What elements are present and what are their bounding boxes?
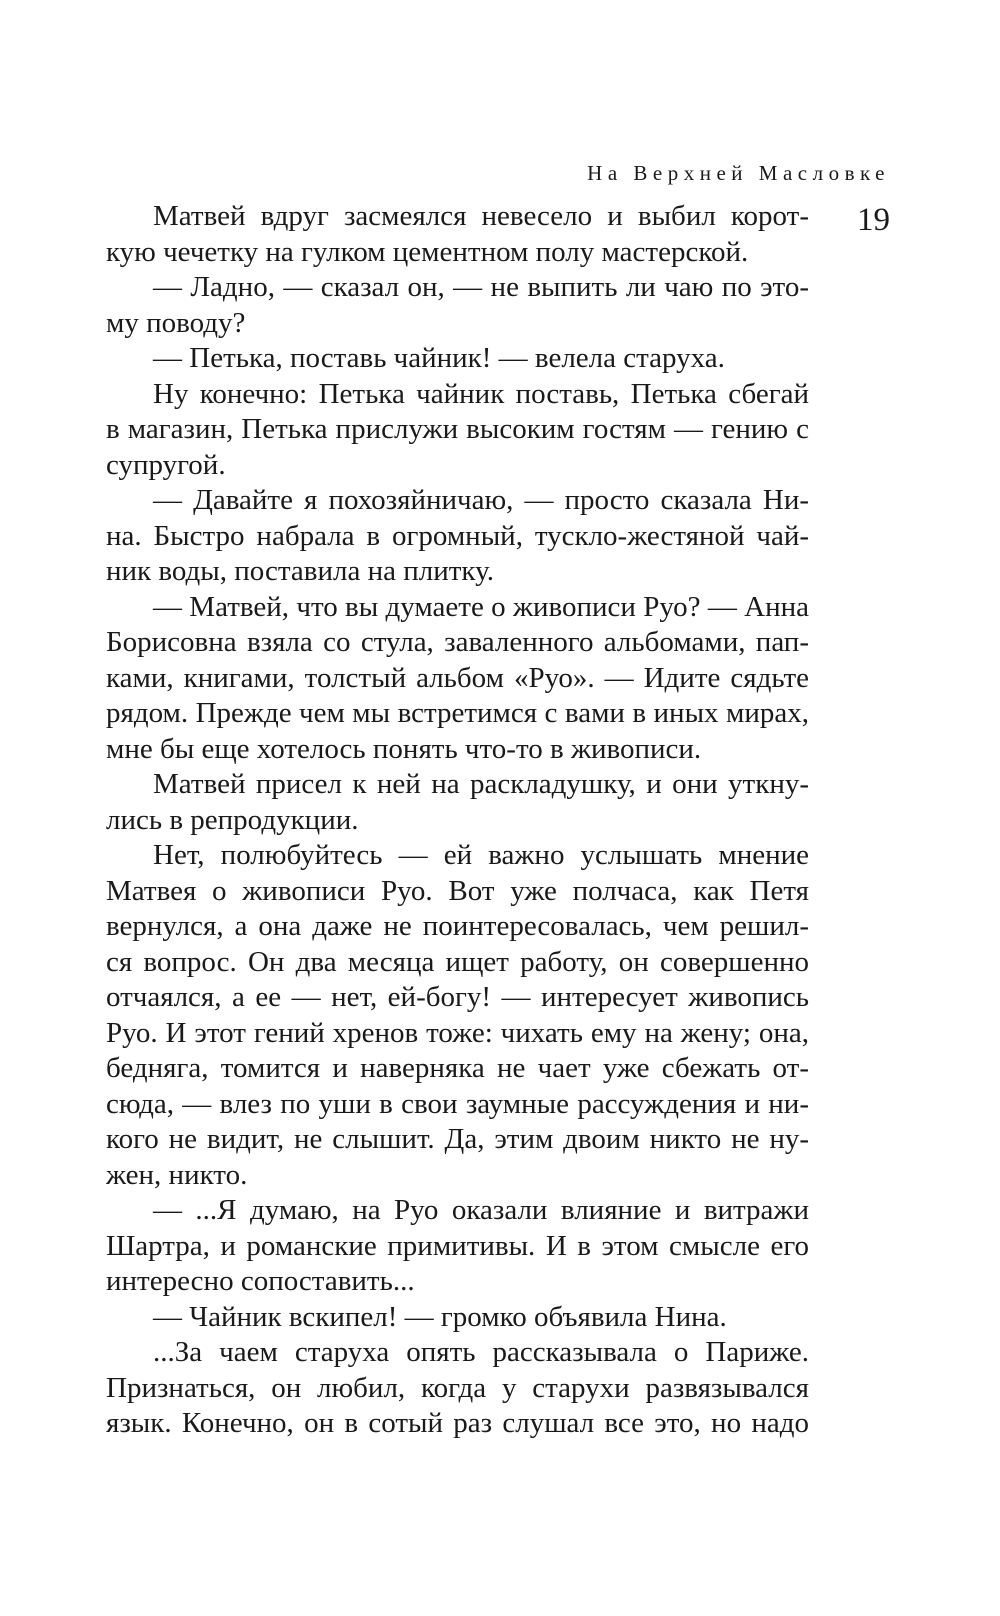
text-line: Матвей присел к ней на раскладушку, и они уткну- xyxy=(153,768,809,800)
body-text xyxy=(106,198,809,1441)
text-line: — Ладно, — сказал он, — не выпить ли чаю по это- xyxy=(153,271,809,303)
text-line: му поводу? xyxy=(106,306,246,339)
text-line: — Чайник вскипел! — громко объявила Нина. xyxy=(153,1300,727,1333)
text-line: Борисовна взяла со стула, заваленного альбомами, пап- xyxy=(106,626,809,658)
text-line: Руо. И этот гений хренов тоже: чихать ему на жену; она, xyxy=(106,1016,809,1049)
text-line: Признаться, он любил, когда у старухи развязывался xyxy=(106,1371,809,1404)
text-line: Матвей вдруг засмеялся невесело и выбил корот- xyxy=(153,200,809,232)
text-line: кого не видит, не слышит. Да, этим двоим никто не ну- xyxy=(106,1123,809,1155)
text-line: мне бы еще хотелось понять что-то в живописи. xyxy=(106,732,702,765)
text-line: лись в репродукции. xyxy=(106,803,359,836)
text-line: кую чечетку на гулком цементном полу мастерской. xyxy=(106,235,749,268)
text-line: ся вопрос. Он два месяца ищет работу, он совершенно xyxy=(106,945,809,978)
text-line: — ...Я думаю, на Руо оказали влияние и витражи xyxy=(153,1194,809,1226)
text-line: Нет, полюбуйтесь — ей важно услышать мнение xyxy=(153,839,809,871)
text-line: вернулся, а она даже не поинтересовалась, чем решил- xyxy=(106,910,809,942)
text-line: супругой. xyxy=(106,448,226,481)
text-line: язык. Конечно, он в сотый раз слушал все это, но надо xyxy=(106,1407,809,1439)
running-head: На Верхней Масловке xyxy=(587,161,890,185)
text-line: жен, никто. xyxy=(106,1158,248,1191)
text-line: в магазин, Петька прислужи высоким гостям — гению с xyxy=(106,413,809,445)
text-line: ник воды, поставила на плитку. xyxy=(106,555,494,587)
text-line: Шартра, и романские примитивы. И в этом смысле его xyxy=(106,1229,809,1262)
text-line: отчаялся, а ее — нет, ей-богу! — интересует живопись xyxy=(106,981,809,1013)
text-line: Ну конечно: Петька чайник поставь, Петька сбегай xyxy=(153,377,809,410)
text-line: бедняга, томится и наверняка не чает уже сбежать от- xyxy=(106,1052,809,1084)
text-line: ками, книгами, толстый альбом «Руо». — Идите сядьте xyxy=(106,661,809,694)
text-line: — Матвей, что вы думаете о живописи Руо? — Анна xyxy=(153,590,809,623)
text-line: сюда, — влез по уши в свои заумные рассуждения и ни- xyxy=(106,1087,809,1120)
text-line: — Давайте я похозяйничаю, — просто сказала Ни- xyxy=(153,484,809,516)
page-number: 19 xyxy=(857,202,890,238)
text-line: ...За чаем старуха опять рассказывала о Париже. xyxy=(153,1336,809,1368)
text-line: интересно сопоставить... xyxy=(106,1265,415,1297)
text-line: Матвея о живописи Руо. Вот уже полчаса, как Петя xyxy=(106,874,809,907)
text-line: — Петька, поставь чайник! — велела старуха. xyxy=(153,342,725,374)
text-line: рядом. Прежде чем мы встретимся с вами в иных мирах, xyxy=(106,697,809,729)
text-line: на. Быстро набрала в огромный, тускло-жестяной чай- xyxy=(106,519,809,552)
